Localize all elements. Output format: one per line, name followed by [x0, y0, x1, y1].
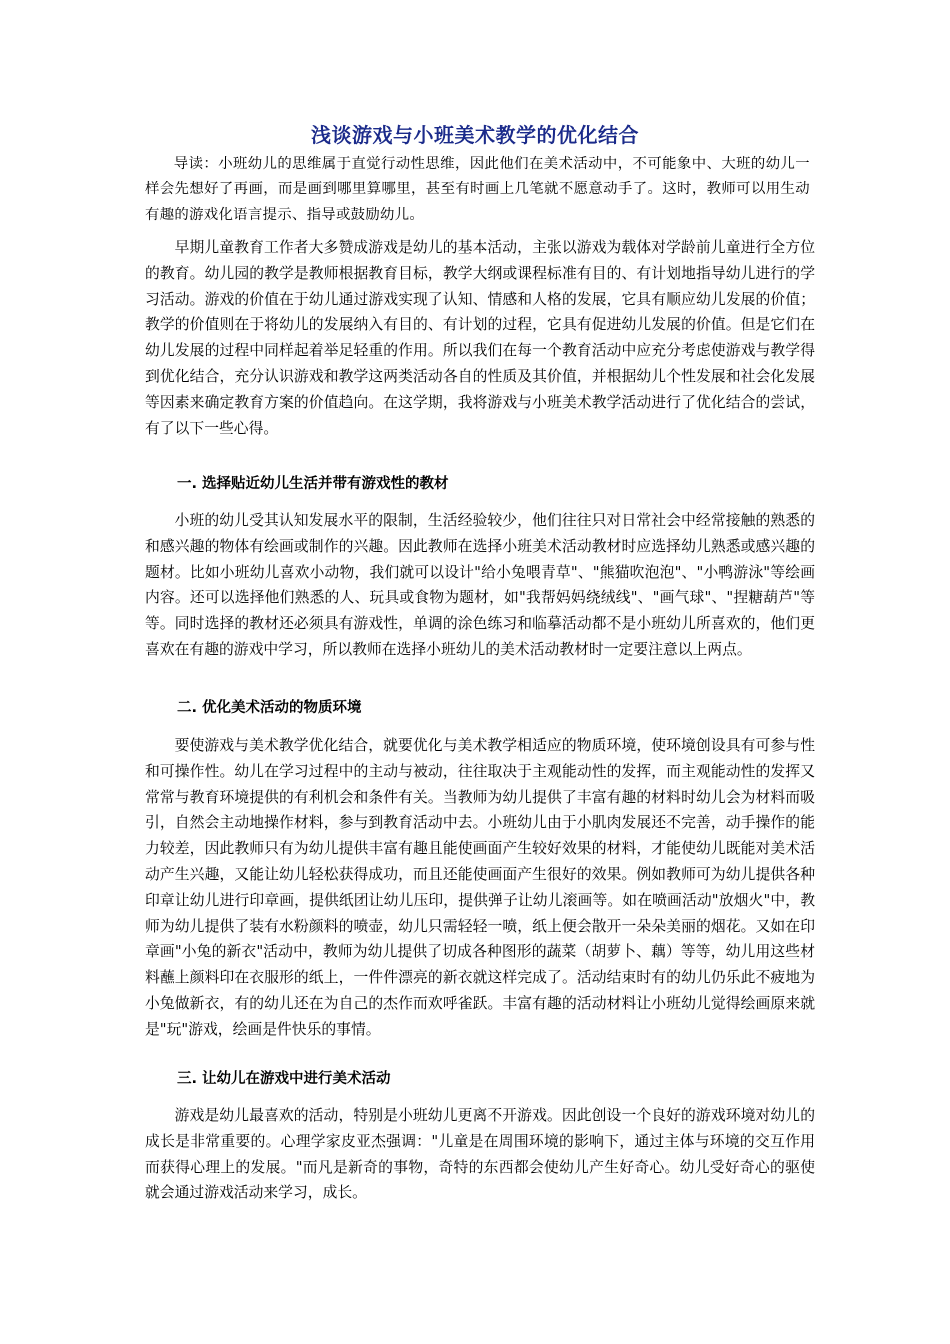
intro-paragraph: 早期儿童教育工作者大多赞成游戏是幼儿的基本活动，主张以游戏为载体对学龄前儿童进行全方位的教育。幼儿园的教学是教师根据教育目标，教学大纲或课程标准有目的、有计划地指导幼儿进行的学习活动。游戏的价值在于幼儿通过游戏实现了认知、情感和人格的发展，它具有顺应幼儿发展的价值；教学的价值则在于将幼儿的发展纳入有目的、有计划的过程，它具有促进幼儿发展的价值。但是它们在幼儿发展的过程中同样起着举足轻重的作用。所以我们在每一个教育活动中应充分考虑使游戏与教学得到优化结合，充分认识游戏和教学这两类活动各自的性质及其价值，并根据幼儿个性发展和社会化发展等因素来确定教育方案的价值趋向。在这学期，我将游戏与小班美术教学活动进行了优化结合的尝试，有了以下一些心得。 — [145, 239, 815, 437]
document-title: 浅谈游戏与小班美术教学的优化结合 — [311, 123, 639, 147]
section-heading-1: 一. 选择贴近幼儿生活并带有游戏性的教材 — [177, 476, 449, 492]
lead-paragraph: 导读：小班幼儿的思维属于直觉行动性思维，因此他们在美术活动中，不可能象中、大班的幼儿一样会先想好了再画，而是画到哪里算哪里，甚至有时画上几笔就不愿意动手了。这时，教师可以用生动有趣的游戏化语言提示、指导或鼓励幼儿。 — [145, 156, 810, 223]
section-heading-3: 三. 让幼儿在游戏中进行美术活动 — [177, 1071, 391, 1087]
section-heading-2: 二. 优化美术活动的物质环境 — [177, 700, 362, 716]
section-body-3: 游戏是幼儿最喜欢的活动，特别是小班幼儿更离不开游戏。因此创设一个良好的游戏环境对幼儿的成长是非常重要的。心理学家皮亚杰强调："儿童是在周围环境的影响下，通过主体与环境的交互作用而获得心理上的发展。"而凡是新奇的事物，奇特的东西都会使幼儿产生好奇心。幼儿受好奇心的驱使就会通过游戏活动来学习，成长。 — [145, 1107, 815, 1202]
section-body-2: 要使游戏与美术教学优化结合，就要优化与美术教学相适应的物质环境，使环境创设具有可参与性和可操作性。幼儿在学习过程中的主动与被动，往往取决于主观能动性的发挥，而主观能动性的发挥又常常与教育环境提供的有利机会和条件有关。当教师为幼儿提供了丰富有趣的材料时幼儿会为材料而吸引，自然会主动地操作材料，参与到教育活动中去。小班幼儿由于小肌肉发展还不完善，动手操作的能力较差，因此教师只有为幼儿提供丰富有趣且能使画面产生较好效果的材料，才能使幼儿既能对美术活动产生兴趣，又能让幼儿轻松获得成功，而且还能使画面产生很好的效果。例如教师可为幼儿提供各种印章让幼儿进行印章画，提供纸团让幼儿压印，提供弹子让幼儿滚画等。如在喷画活动"放烟火"中，教师为幼儿提供了装有水粉颜料的喷壶，幼儿只需轻轻一喷，纸上便会散开一朵朵美丽的烟花。又如在印章画"小兔的新衣"活动中，教师为幼儿提供了切成各种图形的蔬菜（胡萝卜、藕）等等，幼儿用这些材料蘸上颜料印在衣服形的纸上，一件件漂亮的新衣就这样完成了。活动结束时有的幼儿仍乐此不疲地为小兔做新衣，有的幼儿还在为自己的杰作而欢呼雀跃。丰富有趣的活动材料让小班幼儿觉得绘画原来就是"玩"游戏，绘画是件快乐的事情。 — [145, 737, 815, 1038]
section-body-1: 小班的幼儿受其认知发展水平的限制，生活经验较少，他们往往只对日常社会中经常接触的熟悉的和感兴趣的物体有绘画或制作的兴趣。因此教师在选择小班美术活动教材时应选择幼儿熟悉或感兴趣的题材。比如小班幼儿喜欢小动物，我们就可以设计"给小兔喂青草"、"熊猫吹泡泡"、"小鸭游泳"等绘画内容。还可以选择他们熟悉的人、玩具或食物为题材，如"我帮妈妈绕绒线"、"画气球"、"捏糖葫芦"等等。同时选择的教材还必须具有游戏性，单调的涂色练习和临摹活动都不是小班幼儿所喜欢的，他们更喜欢在有趣的游戏中学习，所以教师在选择小班幼儿的美术活动教材时一定要注意以上两点。 — [145, 512, 815, 658]
